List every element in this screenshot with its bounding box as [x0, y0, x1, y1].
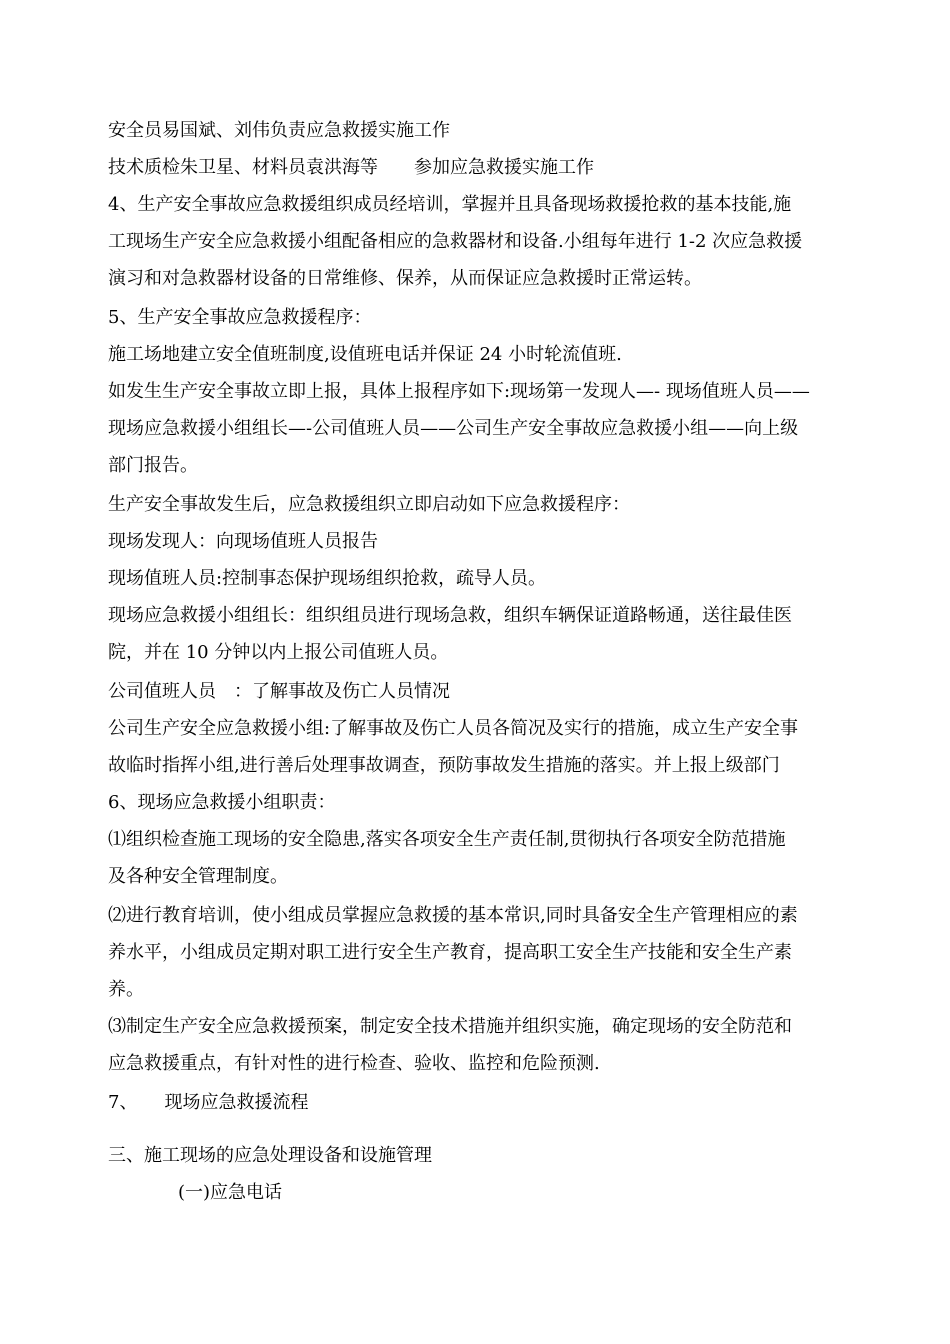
text-line: 如发生生产安全事故立即上报，具体上报程序如下:现场第一发现人—- 现场值班人员——	[108, 381, 810, 402]
text-line: 施工场地建立安全值班制度,设值班电话并保证 24 小时轮流值班.	[108, 344, 622, 365]
text-line: ⑵进行教育培训，使小组成员掌握应急救援的基本常识,同时具备安全生产管理相应的素	[108, 905, 798, 926]
text-line: 养。	[108, 979, 144, 1000]
text-line: 现场应急救援小组组长：组织组员进行现场急救，组织车辆保证道路畅通，送往最佳医	[108, 605, 792, 626]
text-line: ⑴组织检查施工现场的安全隐患,落实各项安全生产责任制,贯彻执行各项安全防范措施	[108, 829, 786, 850]
text-line: ⑶制定生产安全应急救援预案，制定安全技术措施并组织实施，确定现场的安全防范和	[108, 1016, 792, 1037]
text-line: 公司值班人员 ：了解事故及伤亡人员情况	[108, 681, 450, 702]
section-heading: 6、现场应急救援小组职责：	[108, 792, 336, 813]
text-line: 演习和对急救器材设备的日常维修、保养，从而保证应急救援时正常运转。	[108, 268, 702, 289]
section-heading: 5、生产安全事故应急救援程序：	[108, 307, 372, 328]
text-line: 院，并在 10 分钟以内上报公司值班人员。	[108, 642, 449, 663]
text-line: 故临时指挥小组,进行善后处理事故调查，预防事故发生措施的落实。并上报上级部门	[108, 755, 780, 776]
chapter-heading: 三、施工现场的应急处理设备和设施管理	[108, 1145, 432, 1166]
subsection-heading: (一)应急电话	[178, 1182, 283, 1203]
text-line: 生产安全事故发生后，应急救援组织立即启动如下应急救援程序：	[108, 494, 630, 515]
text-line: 公司生产安全应急救援小组:了解事故及伤亡人员各简况及实行的措施，成立生产安全事	[108, 718, 799, 739]
text-line: 现场发现人：向现场值班人员报告	[108, 531, 378, 552]
section-heading: 7、 现场应急救援流程	[108, 1092, 309, 1113]
text-line: 现场应急救援小组组长—-公司值班人员——公司生产安全事故应急救援小组——向上级	[108, 418, 799, 439]
text-line: 部门报告。	[108, 455, 198, 476]
text-line: 养水平，小组成员定期对职工进行安全生产教育，提高职工安全生产技能和安全生产素	[108, 942, 792, 963]
text-line: 安全员易国斌、刘伟负责应急救援实施工作	[108, 120, 450, 141]
text-line: 4、生产安全事故应急救援组织成员经培训，掌握并且具备现场救援抢救的基本技能,施	[108, 194, 792, 215]
text-line: 现场值班人员:控制事态保护现场组织抢救，疏导人员。	[108, 568, 547, 589]
text-line: 技术质检朱卫星、材料员袁洪海等 参加应急救援实施工作	[108, 157, 594, 178]
text-line: 及各种安全管理制度。	[108, 866, 288, 887]
text-line: 工现场生产安全应急救援小组配备相应的急救器材和设备.小组每年进行 1-2 次应急救援	[108, 231, 803, 252]
text-line: 应急救援重点，有针对性的进行检查、验收、监控和危险预测.	[108, 1053, 600, 1074]
